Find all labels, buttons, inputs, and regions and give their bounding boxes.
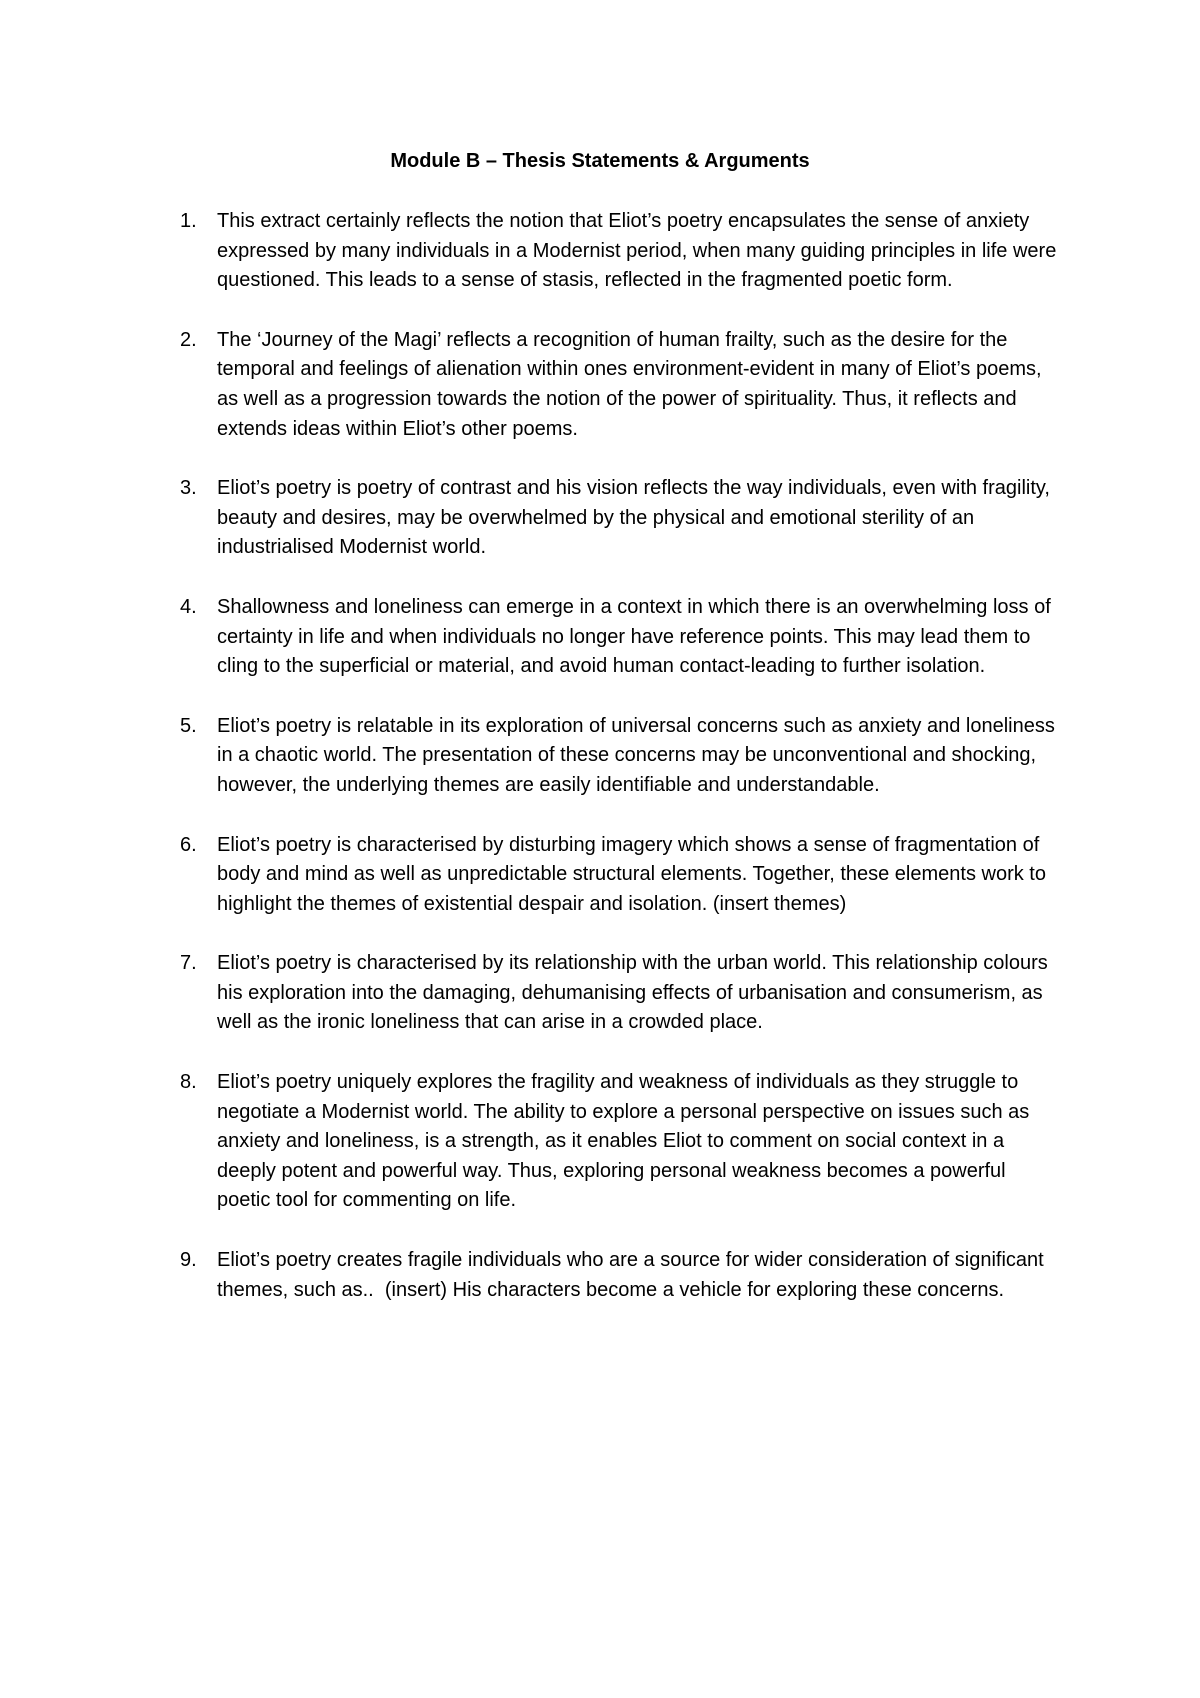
page-title: Module B – Thesis Statements & Arguments xyxy=(390,150,810,172)
thesis-list xyxy=(0,207,1063,1335)
list-item xyxy=(0,1068,1063,1216)
list-item xyxy=(0,712,1063,801)
list-item-number: 7. xyxy=(180,952,197,975)
list-item-text: Eliot’s poetry is characterised by its relationship with the urban world. This relationship colours his exploration into the damaging, dehumanising effects of urbanisation and consumerism, as well as the ironic loneliness that can arise in a crowded place. xyxy=(217,952,1048,1034)
list-item-text: Shallowness and loneliness can emerge in a context in which there is an overwhelming loss of certainty in life and when individuals no longer have reference points. This may lead them to cling to the superficial or material, and avoid human contact-leading to further isolation. xyxy=(217,595,1051,678)
list-item xyxy=(0,593,1063,682)
list-item-text: Eliot’s poetry is characterised by disturbing imagery which shows a sense of fragmentation of body and mind as well as unpredictable structural elements. Together, these elements work to highlight the themes of existential despair and isolation. (insert themes) xyxy=(217,833,1046,915)
list-item xyxy=(0,949,1063,1038)
list-item-number: 2. xyxy=(180,328,197,351)
list-item-text: This extract certainly reflects the notion that Eliot’s poetry encapsulates the sense of anxiety expressed by many individuals in a Modernist period, when many guiding principles in life were questioned. This leads to a sense of stasis, reflected in the fragmented poetic form. xyxy=(217,210,1057,292)
list-item-number: 3. xyxy=(180,477,197,500)
list-item-text: Eliot’s poetry uniquely explores the fragility and weakness of individuals as they struggle to negotiate a Modernist world. The ability to explore a personal perspective on issues such as anxiety and loneliness, is a strength, as it enables Eliot to comment on social context in a deeply potent and powerful way. Thus, exploring personal weakness becomes a powerful poetic tool for commenting on life. xyxy=(217,1071,1030,1212)
list-item-number: 5. xyxy=(180,714,197,737)
list-item-number: 4. xyxy=(180,595,197,618)
list-item-number: 6. xyxy=(180,833,197,856)
list-item-number: 1. xyxy=(180,210,197,232)
list-item-text: The ‘Journey of the Magi’ reflects a recognition of human frailty, such as the desire for the temporal and feelings of alienation within ones environment-evident in many of Eliot’s poems, as well as a progression towards the notion of the power of spirituality. Thus, it reflects and extends ideas within Eliot’s other poems. xyxy=(217,328,1042,440)
list-item xyxy=(0,1246,1063,1305)
list-item xyxy=(0,207,1063,296)
list-item-text: Eliot’s poetry is poetry of contrast and his vision reflects the way individuals, even with fragility, beauty and desires, may be overwhelmed by the physical and emotional sterility of an industrialised Modernist world. xyxy=(217,477,1050,559)
list-item xyxy=(0,326,1063,444)
list-item-text: Eliot’s poetry creates fragile individuals who are a source for wider consideration of significant themes, such as.. (insert) His characters become a vehicle for exploring these concerns. xyxy=(217,1249,1044,1301)
list-item-number: 9. xyxy=(180,1249,197,1272)
list-item-number: 8. xyxy=(180,1071,197,1094)
list-item xyxy=(0,474,1063,563)
list-item xyxy=(0,831,1063,920)
list-item-text: Eliot’s poetry is relatable in its exploration of universal concerns such as anxiety and loneliness in a chaotic world. The presentation of these concerns may be unconventional and shocking, however, the underlying themes are easily identifiable and understandable. xyxy=(217,714,1055,796)
